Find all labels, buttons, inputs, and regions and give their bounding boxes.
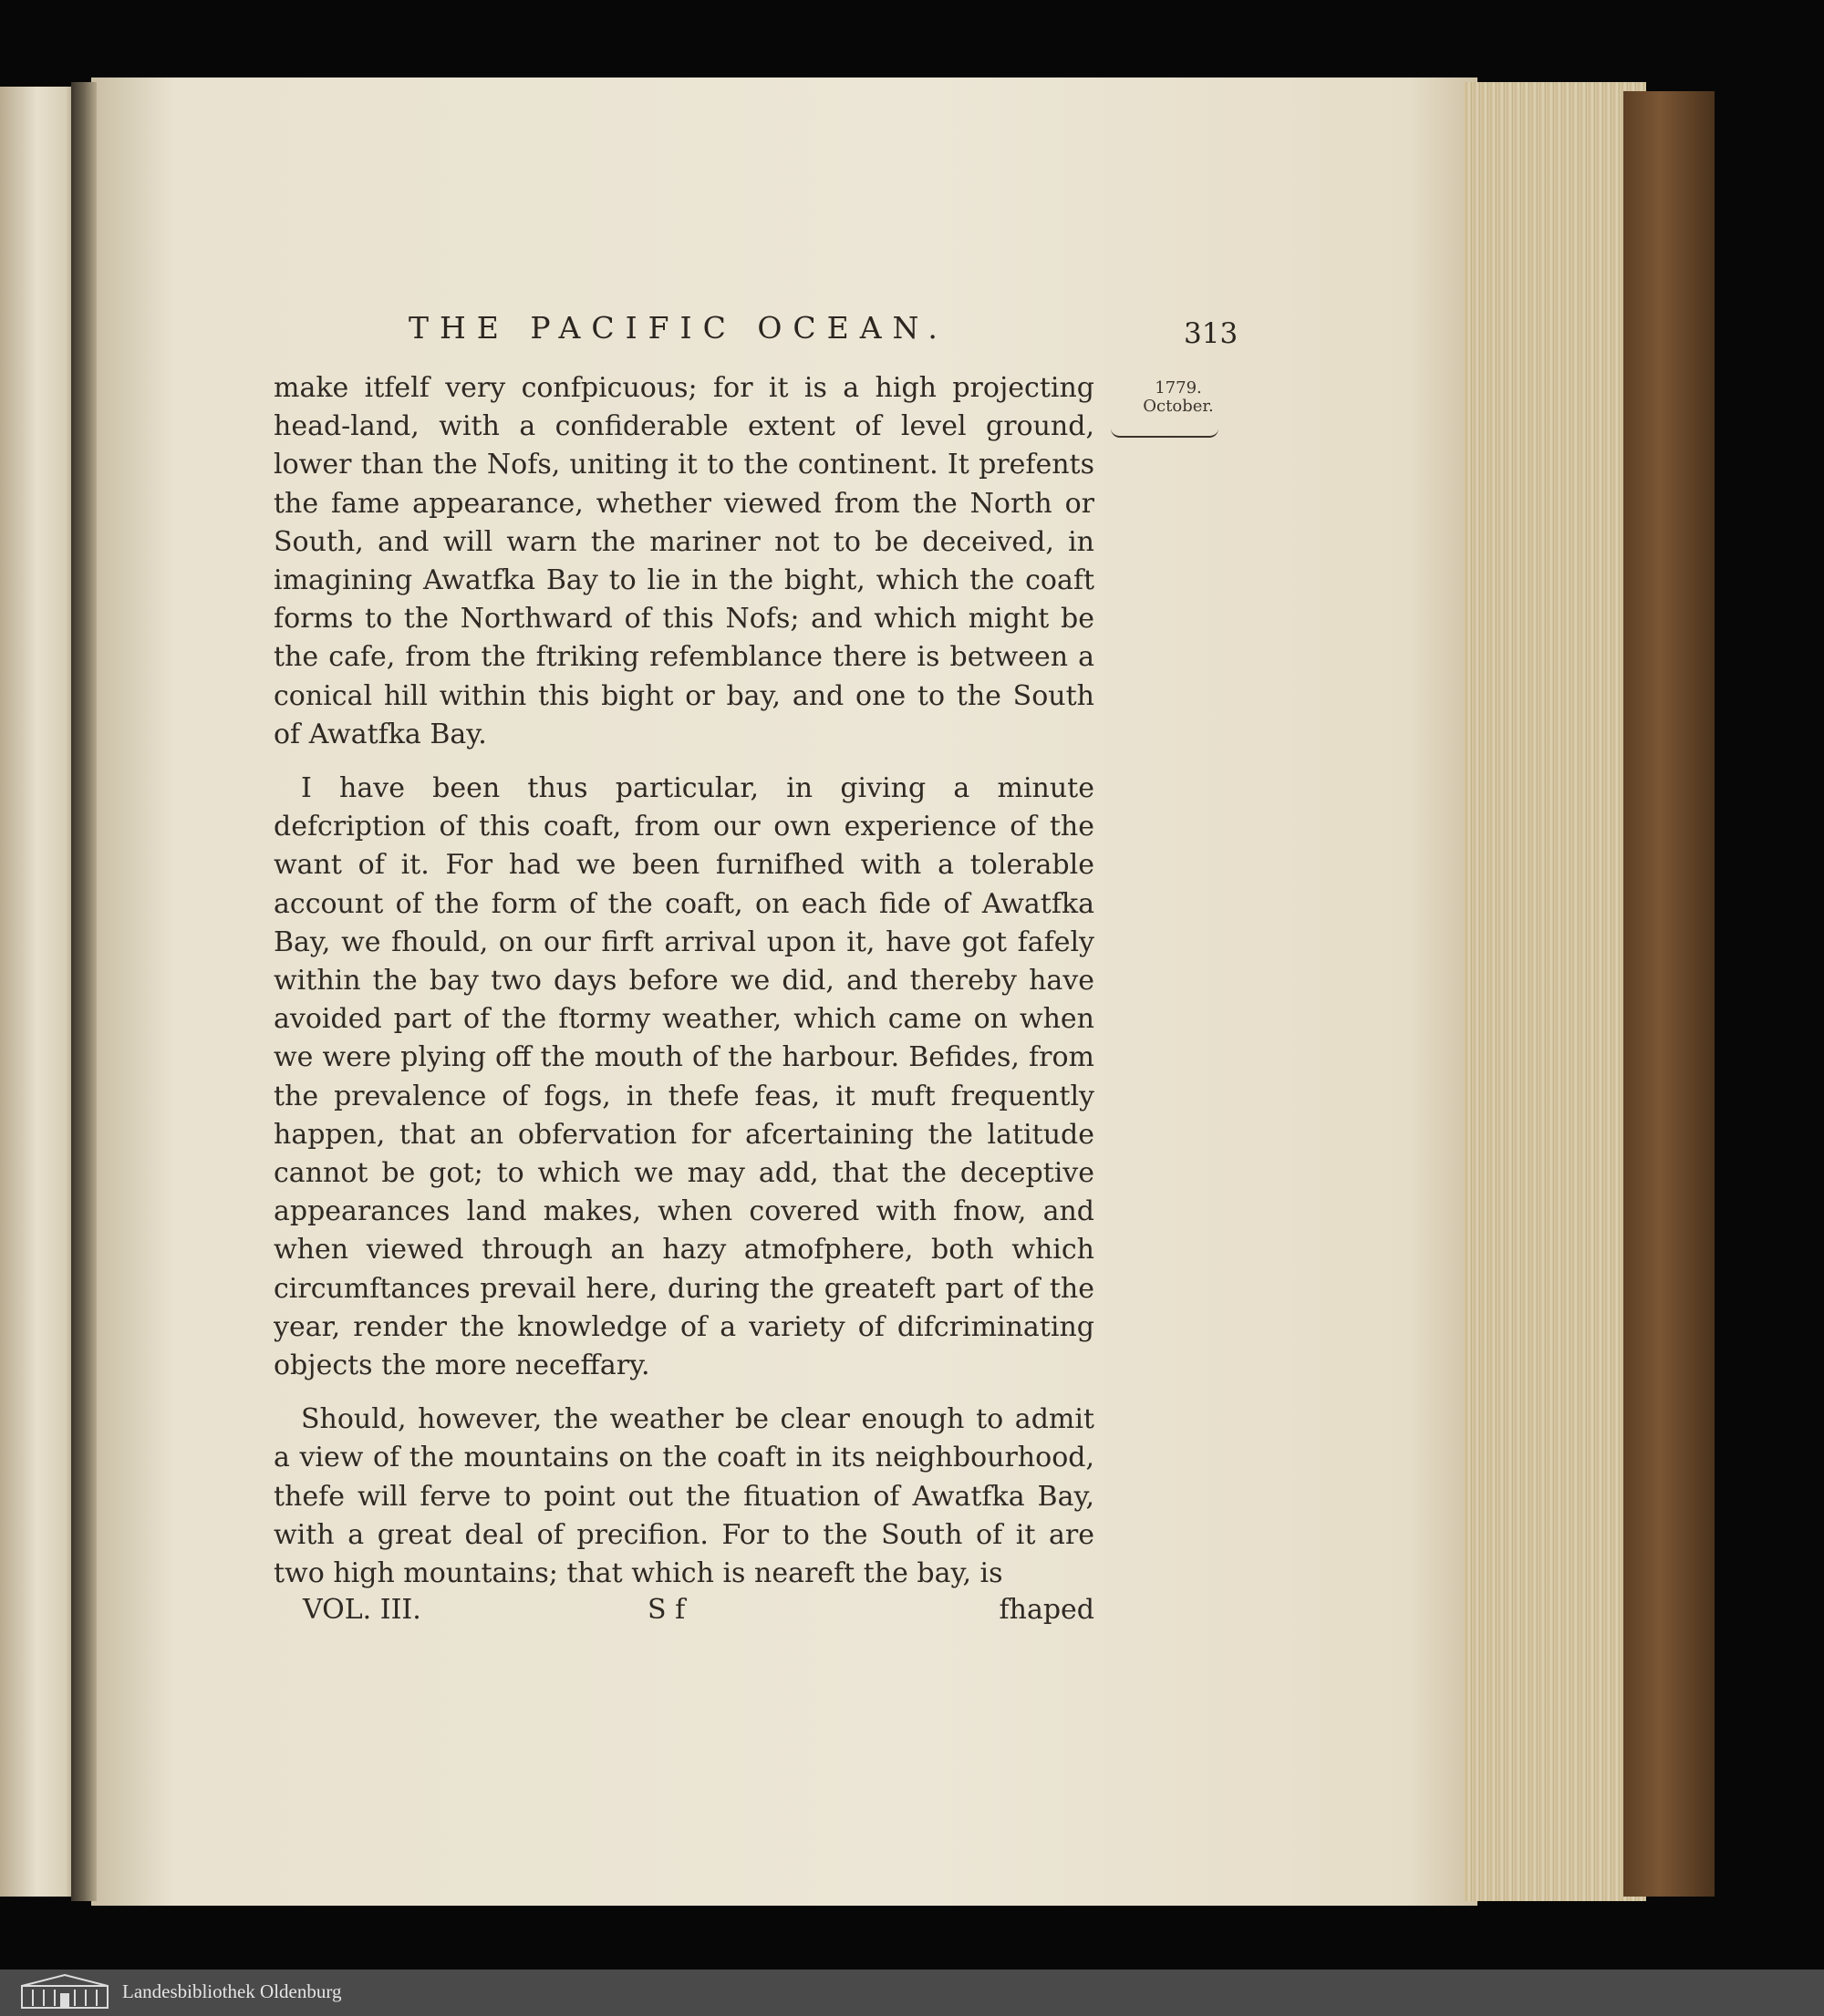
left-page-edge bbox=[0, 87, 82, 1897]
margin-note-month: October. bbox=[1143, 397, 1214, 416]
library-name: Landesbibliothek Oldenburg bbox=[122, 1980, 342, 2002]
margin-brace bbox=[1111, 425, 1218, 438]
running-head bbox=[274, 310, 1240, 356]
paragraph-3: Should, however, the weather be clear enough to admit a view of the mountains on the coaft in its neighbourhood, thefe will ferve to point out the fituation of Awatfka Bay, with a great deal of precifion. For to the South of it are two high mountains; that which is neareft the bay, is bbox=[274, 1403, 1094, 1590]
library-footer-bar bbox=[0, 1969, 1824, 2016]
margin-note-year: 1779. bbox=[1155, 378, 1202, 398]
book-cover-edge bbox=[1623, 91, 1715, 1897]
volume-label: VOL. III. bbox=[303, 1594, 421, 1626]
body-text bbox=[274, 369, 1094, 1593]
catchword: fhaped bbox=[999, 1594, 1094, 1626]
margin-note bbox=[1124, 379, 1233, 416]
library-building-icon bbox=[20, 1973, 109, 2010]
paragraph-2: I have been thus particular, in giving a minute defcription of this coaft, from our own experience of the want of it. For had we been furnifhed with a tolerable account of the form of the coaft, on each fide of Awatfka Bay, we fhould, on our firft arrival upon it, have got fafely within the bay two days before we did, and thereby have avoided part of the ftormy weather, which came on when we were plying off the mouth of the harbour. Befides, from the prevalence of fogs, in thefe feas, it muft frequently happen, that an obfervation for afcertaining the latitude cannot be got; to which we may add, that the deceptive appearances land makes, when covered with fnow, and when viewed through an hazy atmofphere, both which circumftances prevail here, during the greateft part of the year, render the knowledge of a variety of difcriminating objects the more neceffary. bbox=[274, 772, 1094, 1382]
page-footer bbox=[274, 1594, 1094, 1630]
paragraph-1: make itfelf very confpicuous; for it is a high projecting head-land, with a confiderable extent of level ground, lower than the Nofs, uniting it to the continent. It prefents the fame appearance, whether viewed from the North or South, and will warn the mariner not to be deceived, in imagining Awatfka Bay to lie in the bight, which the coaft forms to the Northward of this Nofs; and which might be the cafe, from the ftriking refemblance there is between a conical hill within this bight or bay, and one to the South of Awatfka Bay. bbox=[274, 372, 1094, 750]
signature-mark: S f bbox=[648, 1594, 686, 1626]
running-head-title: THE PACIFIC OCEAN. bbox=[409, 310, 948, 346]
page-number: 313 bbox=[1184, 317, 1238, 350]
page-edges bbox=[1464, 82, 1646, 1901]
book-gutter bbox=[71, 82, 97, 1901]
